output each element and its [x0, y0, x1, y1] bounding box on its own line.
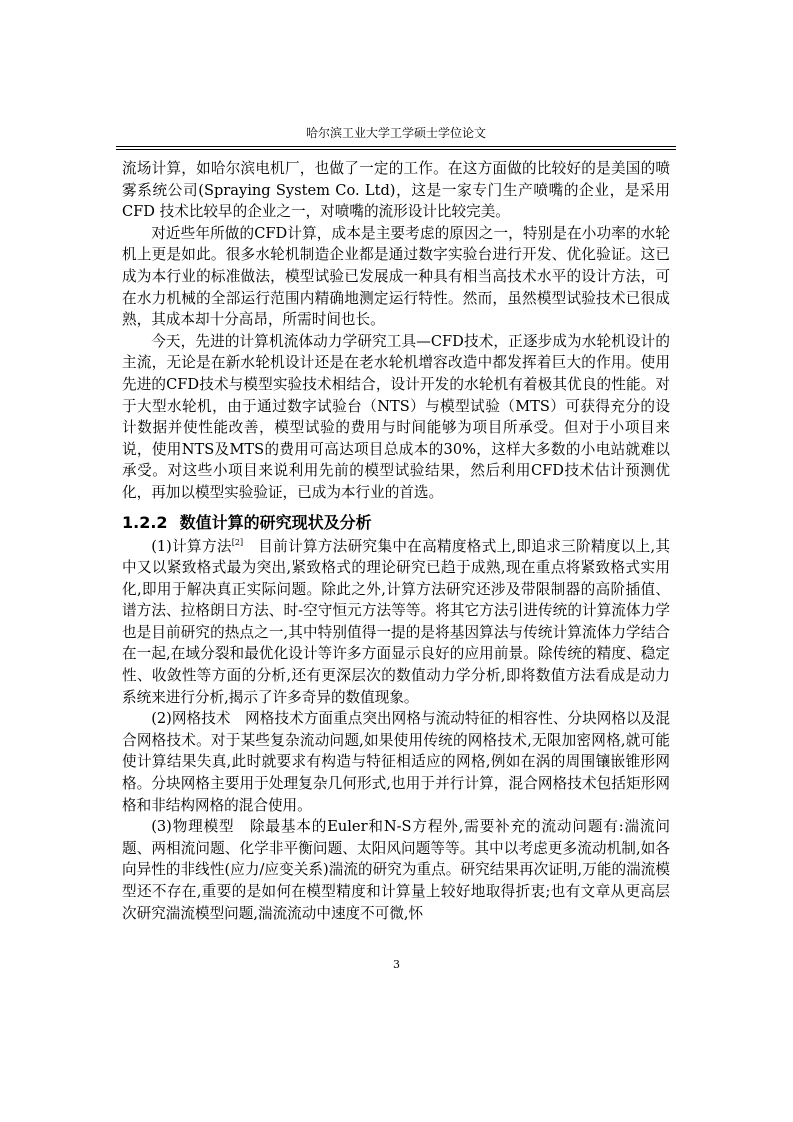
header-rule-thin [116, 149, 676, 150]
section-heading [122, 510, 670, 536]
item-1-text: 目前计算方法研究集中在高精度格式上,即追求三阶精度以上,其中又以紧致格式最为突出,紧致格式的理论研究已趋于成熟,现在重点将紧致格式实用化,即用于解决真正实际问题。除此之外,计算方法研究还涉及带限制器的高阶插值、谱方法、拉格朗日方法、时-空守恒元方法等等。将其它方法引进传统的计算流体力学也是目前研究的热点之一,其中特别值得一提的是将基因算法与传统计算流体力学结合在一起,在域分裂和最优化设计等许多方面显示良好的应用前景。除传统的精度、稳定性、收敛性等方面的分析,还有更深层次的数值动力学分析,即将数值方法看成是动力系统来进行分析,揭示了许多奇异的数值现象。 [122, 537, 670, 706]
paragraph-item-1 [122, 536, 670, 709]
section-title: 数值计算的研究现状及分析 [179, 512, 372, 532]
paragraph-continued: 流场计算，如哈尔滨电机厂，也做了一定的工作。在这方面做的比较好的是美国的喷雾系统公司(Spraying System Co. Ltd)，这是一家专门生产喷嘴的企业，是采用 CFD 技术比较早的企业之一，对喷嘴的流形设计比较完美。 [122, 160, 670, 221]
section-number: 1.2.2 [122, 512, 168, 532]
paragraph: 今天，先进的计算机流体动力学研究工具—CFD技术，正逐步成为水轮机设计的主流，无论是在新水轮机设计还是在老水轮机增容改造中都发挥着巨大的作用。使用先进的CFD技术与模型实验技术相结合，设计开发的水轮机有着极其优良的性能。对于大型水轮机，由于通过数字试验台（NTS）与模型试验（MTS）可获得充分的设计数据并使性能改善，模型试验的费用与时间能够为项目所承受。但对于小项目来说，使用NTS及MTS的费用可高达项目总成本的30%，这样大多数的小电站就难以承受。对这些小项目来说利用先前的模型试验结果，然后利用CFD技术估计预测优化，再加以模型实验验证，已成为本行业的首选。 [122, 332, 670, 501]
paragraph: 对近些年所做的CFD计算，成本是主要考虑的原因之一，特别是在小功率的水轮机上更是如此。很多水轮机制造企业都是通过数字实验台进行开发、优化验证。这已成为本行业的标准做法，模型试验已发展成一种具有相当高技术水平的设计方法，可在水力机械的全部运行范围内精确地测定运行特性。然而，虽然模型试验技术已很成熟，其成本却十分高昂，所需时间也长。 [122, 224, 670, 329]
item-1-lead: (1)计算方法 [151, 537, 232, 555]
citation: [2] [231, 537, 244, 547]
page-number: 3 [393, 958, 400, 971]
header-rule [116, 146, 676, 147]
paragraph-item-2: (2)网格技术 网格技术方面重点突出网格与流动特征的相容性、分块网格以及混合网格技术。对于某些复杂流动问题,如果使用传统的网格技术,无限加密网格,就可能使计算结果失真,此时就要求有构造与特征相适应的网格,例如在涡的周围镶嵌锥形网格。分块网格主要用于处理复杂几何形式,也用于并行计算，混合网格技术包括矩形网格和非结构网格的混合使用。 [122, 710, 670, 814]
page-header: 哈尔滨工业大学工学硕士学位论文 [305, 126, 486, 140]
paragraph-item-3: (3)物理模型 除最基本的Euler和N-S方程外,需要补充的流动问题有:湍流问题、两相流问题、化学非平衡问题、太阳风问题等等。其中以考虑更多流动机制,如各向异性的非线性(应力/应变关系)湍流的研究为重点。研究结果再次证明,万能的湍流模型还不存在,重要的是如何在模型精度和计算量上较好地取得折衷;也有文章从更高层次研究湍流模型问题,湍流流动中速度不可微,怀 [122, 818, 670, 922]
body-text [122, 158, 670, 924]
